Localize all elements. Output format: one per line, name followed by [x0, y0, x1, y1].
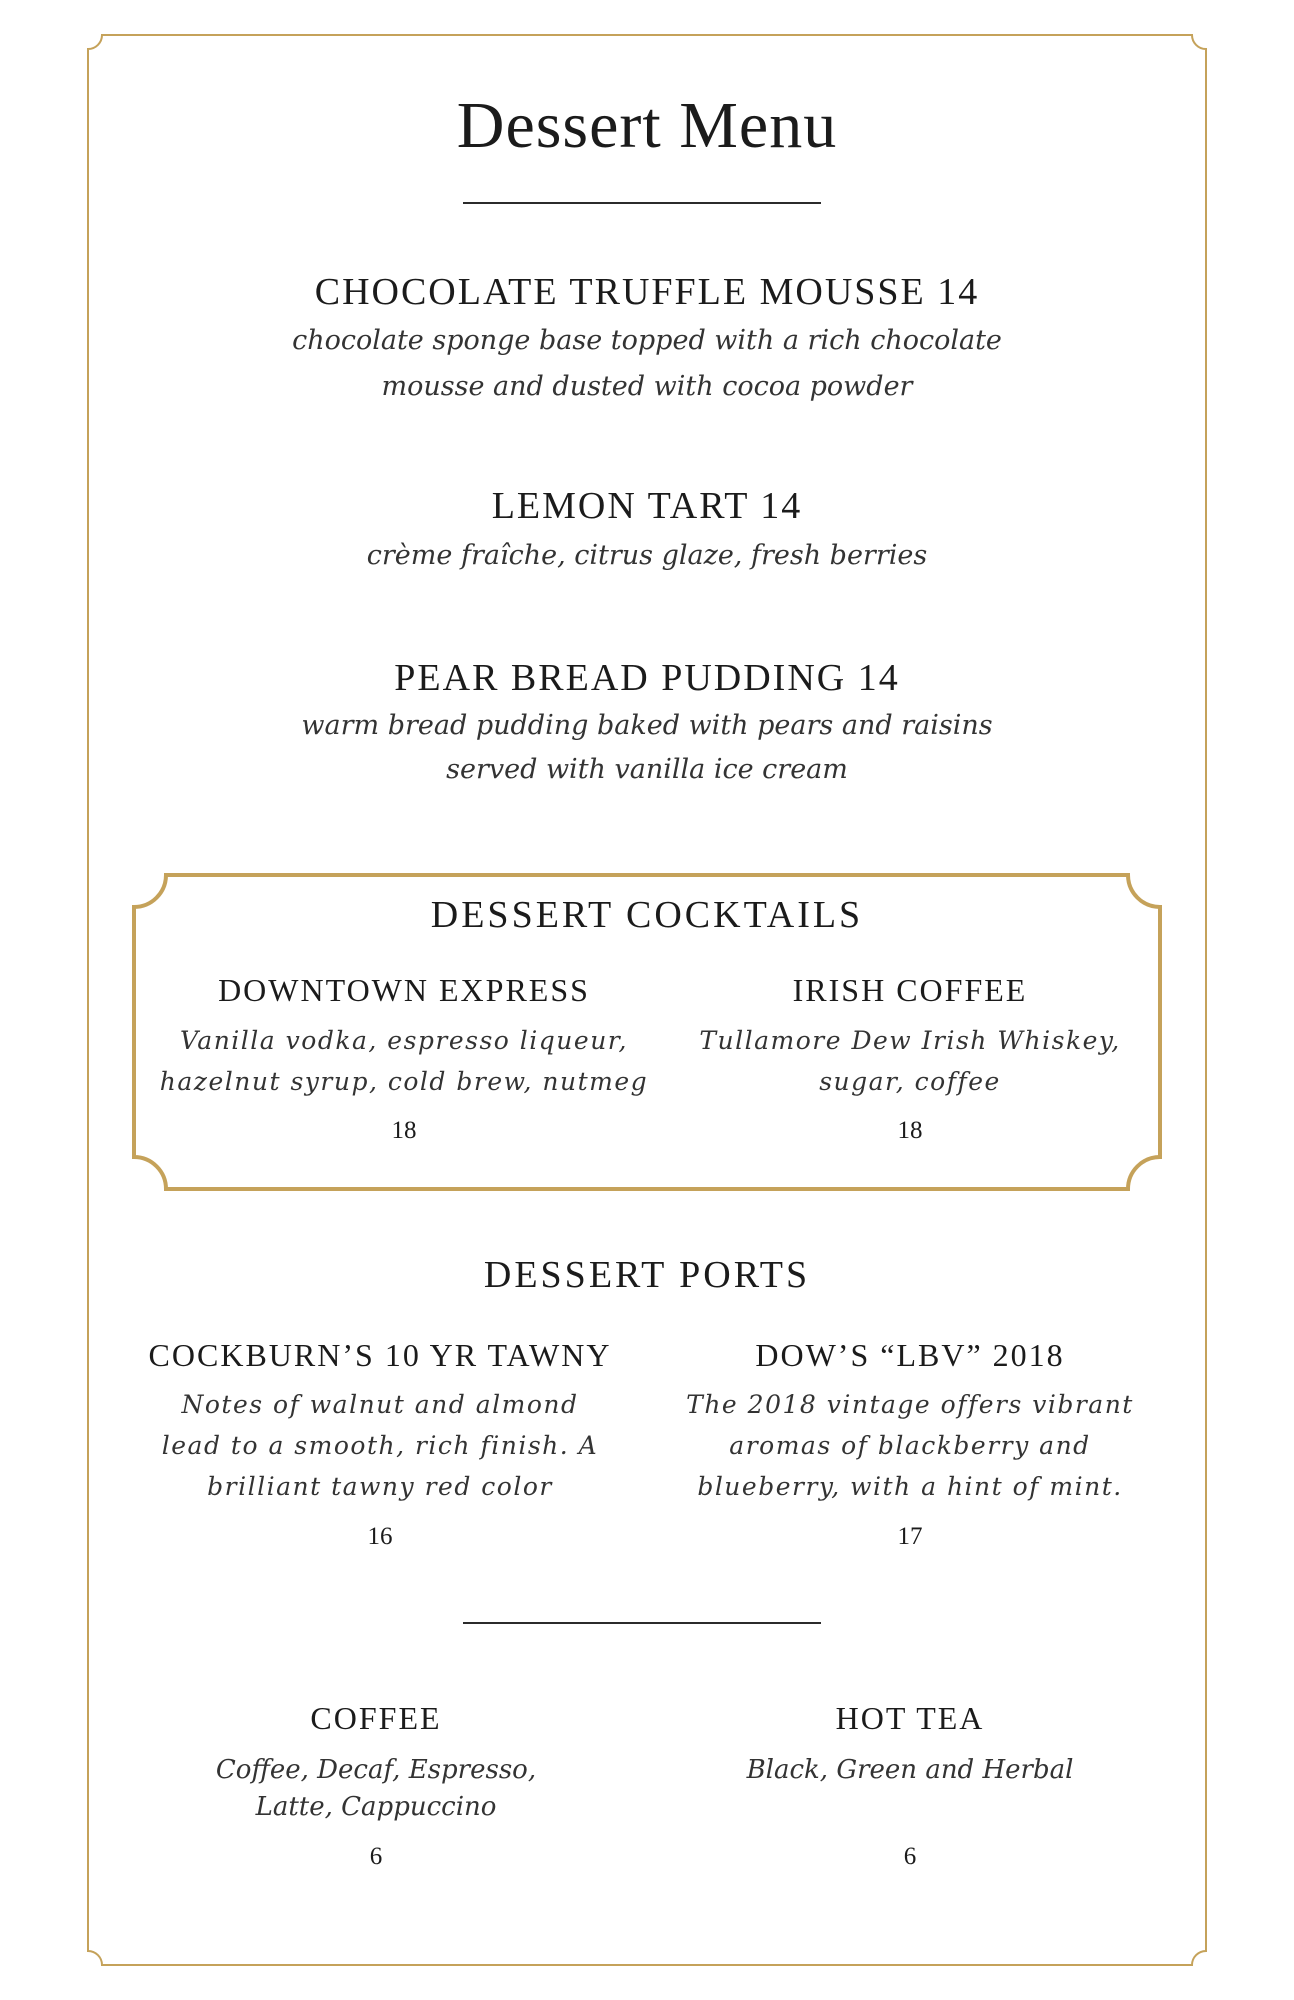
coffee-desc-2: Latte, Cappuccino [255, 1792, 497, 1822]
coffee-desc-1: Coffee, Decaf, Espresso, [215, 1755, 537, 1785]
title-divider [463, 202, 821, 204]
cocktail-downtown-express-desc-1: Vanilla vodka, espresso liqueur, [180, 1026, 628, 1055]
dessert-chocolate-mousse-desc-2: mousse and dusted with cocoa powder [381, 371, 913, 402]
page-title: Dessert Menu [456, 89, 838, 162]
dessert-lemon-tart-desc: crème fraîche, citrus glaze, fresh berries [366, 540, 928, 571]
hot-tea-price: 6 [903, 1843, 917, 1870]
dessert-chocolate-mousse-name: CHOCOLATE TRUFFLE MOUSSE 14 [314, 271, 980, 313]
cocktail-downtown-express-name: DOWNTOWN EXPRESS [218, 972, 590, 1008]
hot-tea-name: HOT TEA [835, 1700, 985, 1736]
port-cockburns-desc-2: lead to a smooth, rich finish. A [161, 1431, 599, 1460]
port-cockburns-desc-1: Notes of walnut and almond [181, 1390, 579, 1419]
cocktails-heading: DESSERT COCKTAILS [430, 894, 864, 936]
port-dows-price: 17 [897, 1523, 923, 1550]
cocktail-irish-coffee-name: IRISH COFFEE [792, 972, 1028, 1008]
port-dows-desc-1: The 2018 vintage offers vibrant [686, 1390, 1134, 1419]
dessert-pear-pudding-desc-2: served with vanilla ice cream [446, 754, 848, 785]
port-cockburns-desc-3: brilliant tawny red color [207, 1472, 553, 1501]
port-cockburns-name: COCKBURN’S 10 YR TAWNY [148, 1337, 612, 1373]
dessert-pear-pudding-name: PEAR BREAD PUDDING 14 [394, 657, 900, 699]
dessert-pear-pudding-desc-1: warm bread pudding baked with pears and raisins [301, 710, 993, 741]
port-dows-name: DOW’S “LBV” 2018 [755, 1337, 1065, 1373]
cocktail-irish-coffee-price: 18 [897, 1117, 923, 1144]
dessert-lemon-tart-name: LEMON TART 14 [491, 485, 803, 527]
coffee-name: COFFEE [310, 1700, 442, 1736]
port-dows-desc-2: aromas of blackberry and [729, 1431, 1091, 1460]
ports-divider [463, 1622, 821, 1624]
hot-tea-desc: Black, Green and Herbal [746, 1755, 1074, 1785]
ports-heading: DESSERT PORTS [483, 1254, 811, 1296]
port-cockburns-price: 16 [367, 1523, 393, 1550]
cocktail-irish-coffee-desc-2: sugar, coffee [819, 1067, 1001, 1096]
dessert-chocolate-mousse-desc-1: chocolate sponge base topped with a rich chocolate [292, 325, 1002, 356]
coffee-price: 6 [369, 1843, 383, 1870]
cocktail-downtown-express-desc-2: hazelnut syrup, cold brew, nutmeg [159, 1067, 649, 1096]
cocktail-downtown-express-price: 18 [391, 1117, 417, 1144]
port-dows-desc-3: blueberry, with a hint of mint. [697, 1472, 1123, 1501]
cocktail-irish-coffee-desc-1: Tullamore Dew Irish Whiskey, [699, 1026, 1121, 1055]
